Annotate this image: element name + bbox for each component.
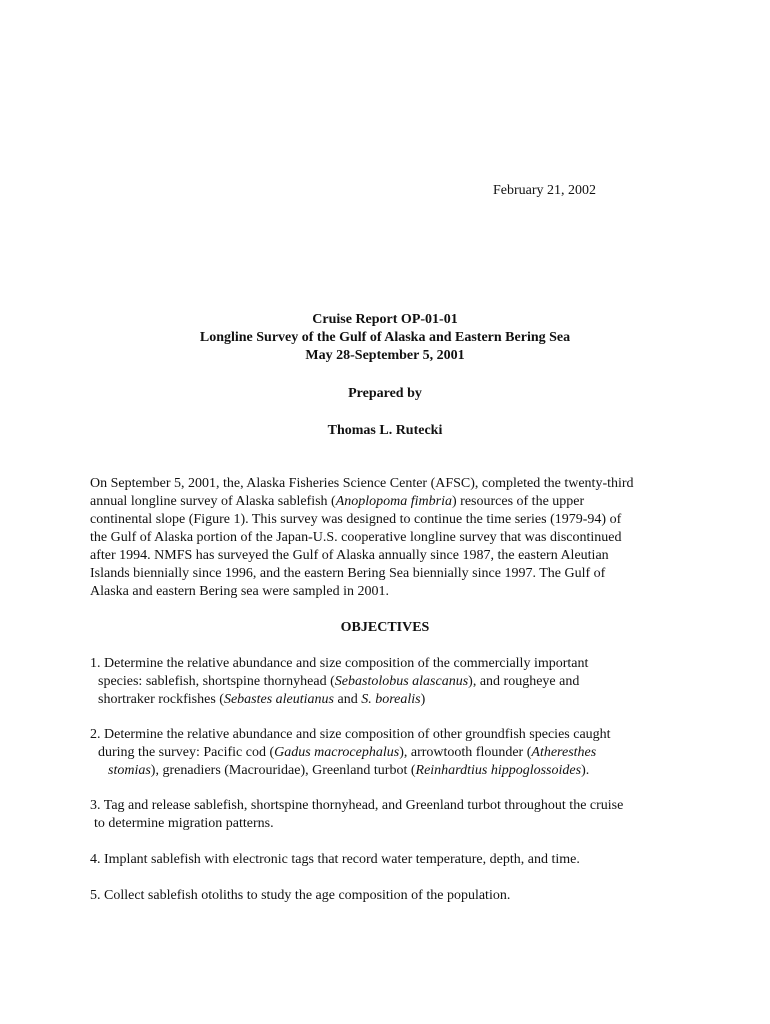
text-line: 3. Tag and release sablefish, shortspine thornyhead, and Greenland turbot throughout the cruise	[90, 798, 624, 813]
text-line: species: sablefish, shortspine thornyhead (Sebastolobus alascanus), and rougheye and	[98, 674, 580, 689]
author-name: Thomas L. Rutecki	[327, 423, 443, 438]
text-line: stomias), grenadiers (Macrouridae), Greenland turbot (Reinhardtius hippoglossoides).	[108, 763, 590, 778]
text-line: the Gulf of Alaska portion of the Japan-U.S. cooperative longline survey that was discontinued	[90, 530, 622, 545]
text-line: Alaska and eastern Bering sea were sampled in 2001.	[90, 584, 389, 599]
text-line: Islands biennially since 1996, and the eastern Bering Sea biennially since 1997. The Gulf of	[90, 566, 606, 581]
text-line: annual longline survey of Alaska sablefish (Anoplopoma fimbria) resources of the upper	[90, 494, 585, 509]
text-line: to determine migration patterns.	[94, 816, 274, 831]
text-line: continental slope (Figure 1). This survey was designed to continue the time series (1979-94) of	[90, 512, 622, 527]
text-line: 1. Determine the relative abundance and size composition of the commercially important	[90, 656, 589, 671]
objective-5	[90, 887, 690, 905]
text-line: On September 5, 2001, the, Alaska Fisheries Science Center (AFSC), completed the twenty-third	[90, 476, 634, 491]
intro-paragraph	[90, 475, 690, 601]
text-line: 2. Determine the relative abundance and size composition of other groundfish species caught	[90, 727, 611, 742]
text-line: after 1994. NMFS has surveyed the Gulf of Alaska annually since 1987, the eastern Aleutian	[90, 548, 609, 563]
text-line: shortraker rockfishes (Sebastes aleutianus and S. borealis)	[98, 692, 426, 707]
objectives-heading: OBJECTIVES	[340, 620, 430, 635]
title-line-2: Longline Survey of the Gulf of Alaska and Eastern Bering Sea	[199, 330, 571, 345]
prepared-by-label: Prepared by	[348, 386, 422, 401]
text-line: during the survey: Pacific cod (Gadus macrocephalus), arrowtooth flounder (Atheresthes	[98, 745, 597, 760]
text-line: 4. Implant sablefish with electronic tags that record water temperature, depth, and time.	[90, 852, 580, 867]
objective-2	[90, 726, 690, 780]
title-line-1: Cruise Report OP-01-01	[312, 312, 458, 327]
report-title	[0, 311, 770, 365]
report-date: February 21, 2002	[493, 183, 597, 198]
objective-4	[90, 851, 690, 869]
title-line-3: May 28-September 5, 2001	[305, 348, 465, 363]
text-line: 5. Collect sablefish otoliths to study the age composition of the population.	[90, 888, 511, 903]
objective-3	[90, 797, 690, 833]
objective-1	[90, 655, 690, 709]
